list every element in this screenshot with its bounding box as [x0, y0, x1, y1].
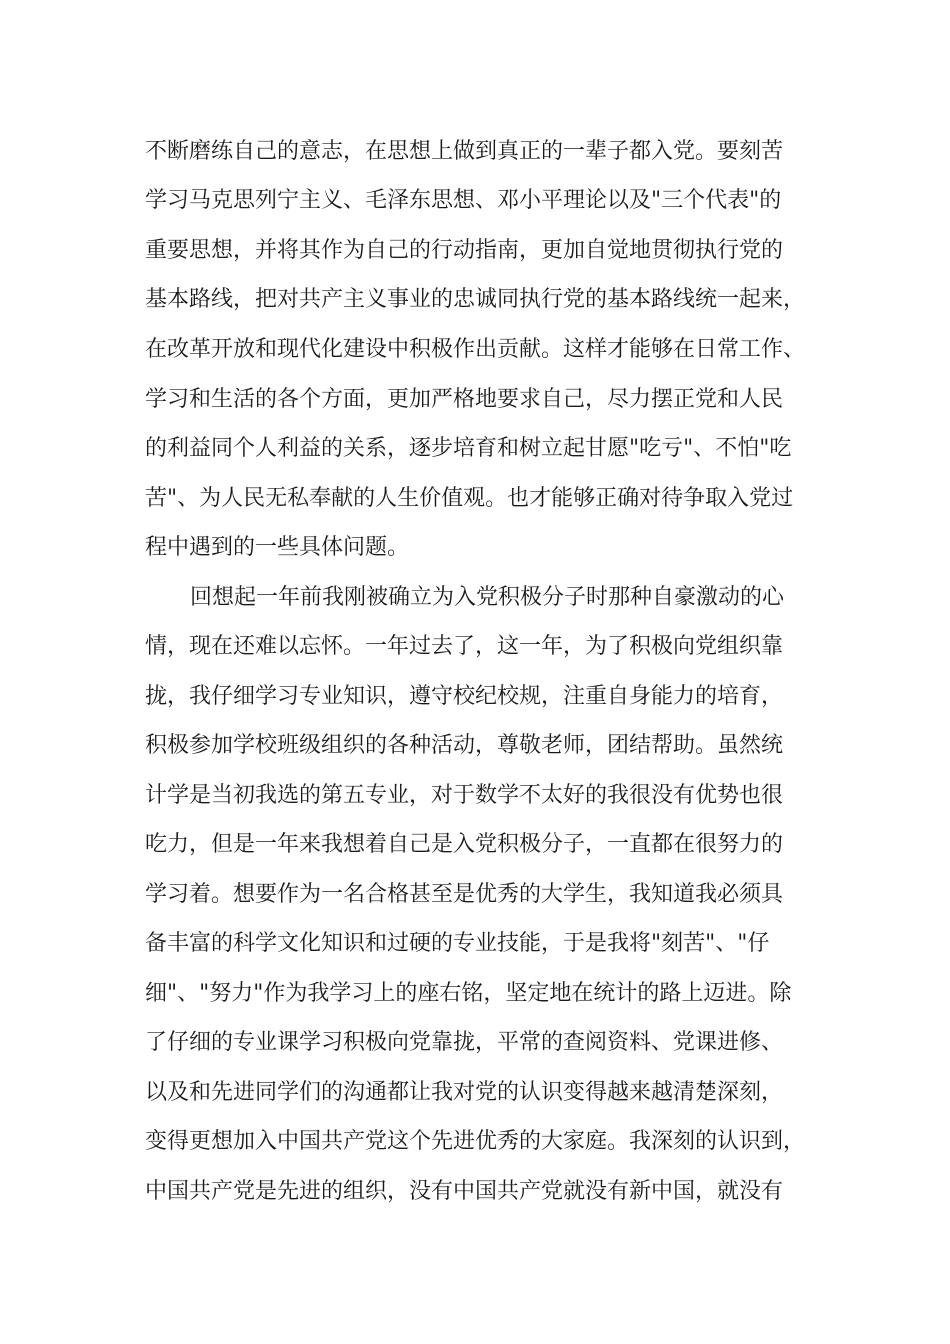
text-line: 的利益同个人利益的关系，逐步培育和树立起甘愿"吃亏"、不怕"吃 [145, 436, 792, 461]
text-line: 积极参加学校班级组织的各种活动，尊敬老师，团结帮助。虽然统 [145, 733, 784, 758]
text-line: 程中遇到的一些具体问题。 [145, 535, 410, 560]
text-line: 计学是当初我选的第五专业，对于数学不太好的我很没有优势也很 [145, 783, 784, 808]
text-line: 学习马克思列宁主义、毛泽东思想、邓小平理论以及"三个代表"的 [145, 188, 782, 213]
text-line: 不断磨练自己的意志，在思想上做到真正的一辈子都入党。要刻苦 [145, 139, 784, 164]
text-line: 重要思想，并将其作为自己的行动指南，更加自觉地贯彻执行党的 [145, 238, 784, 263]
text-line: 学习着。想要作为一名合格甚至是优秀的大学生，我知道我必须具 [145, 882, 784, 907]
text-line: 情，现在还难以忘怀。一年过去了，这一年，为了积极向党组织靠 [145, 634, 784, 659]
text-line: 吃力，但是一年来我想着自己是入党积极分子，一直都在很努力的 [145, 832, 784, 857]
text-line: 苦"、为人民无私奉献的人生价值观。也才能够正确对待争取入党过 [145, 486, 794, 511]
text-line: 细"、"努力"作为我学习上的座右铭，坚定地在统计的路上迈进。除 [145, 981, 792, 1006]
text-line: 了仔细的专业课学习积极向党靠拢，平常的查阅资料、党课进修、 [145, 1030, 784, 1055]
text-line: 中国共产党是先进的组织，没有中国共产党就没有新中国，就没有 [145, 1179, 784, 1204]
text-line: 在改革开放和现代化建设中积极作出贡献。这样才能够在日常工作、 [145, 337, 806, 362]
text-line: 学习和生活的各个方面，更加严格地要求自己，尽力摆正党和人民 [145, 387, 784, 412]
text-line: 备丰富的科学文化知识和过硬的专业技能，于是我将"刻苦"、"仔 [145, 931, 770, 956]
text-line: 拢，我仔细学习专业知识，遵守校纪校规，注重自身能力的培育， [145, 684, 784, 709]
text-line: 基本路线，把对共产主义事业的忠诚同执行党的基本路线统一起来， [145, 287, 806, 312]
paragraph-first-line: 回想起一年前我刚被确立为入党积极分子时那种自豪激动的心 [190, 585, 785, 610]
text-line: 变得更想加入中国共产党这个先进优秀的大家庭。我深刻的认识到， [145, 1129, 806, 1154]
text-line: 以及和先进同学们的沟通都让我对党的认识变得越来越清楚深刻， [145, 1080, 784, 1105]
